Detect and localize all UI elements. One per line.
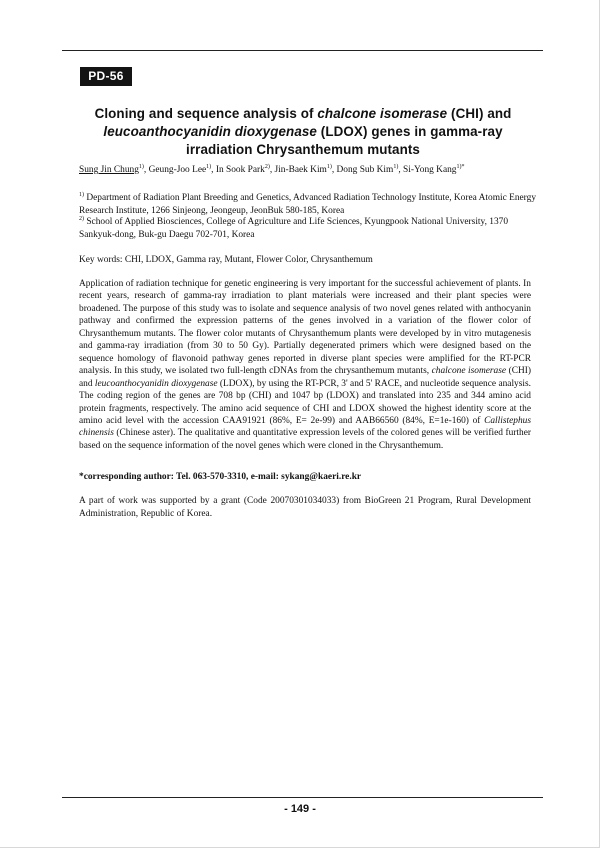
author-separator: , [211,165,216,175]
author-name: Geung-Joo Lee [148,165,207,175]
abstract-text: (Chinese aster). The qualitative and quantitative expression levels of the colored genes will be verified further based on the sequence information of the novel genes which were cloned in the Chrysanthemum. [79,428,531,451]
affiliation-mark: 2) [79,216,84,222]
affiliation-mark: 1) [79,192,84,198]
abstract-italic: Callistephus chinensis [79,415,531,439]
title-part-2: (CHI) and [447,106,512,121]
abstract-body [79,278,531,452]
affiliation-text: Department of Radiation Plant Breeding and Genetics, Advanced Radiation Technology Institute, Korea Atomic Energy Research Institute, 1266 Sinjeong, Jeongeup, JeonBuk 580-185, Korea [79,193,537,216]
affiliation-1 [79,192,539,217]
title-part-1: Cloning and sequence analysis of [94,106,318,121]
author-affil-mark: 2) [264,164,270,170]
abstract-text: Application of radiation technique for genetic engineering is very important for the successful achievement of plants. In recent years, research of gamma-ray irradiation to plant materials were increased and their plant species were broadened. The purpose of this study was to isolate and sequence analysis of two novel genes related with anthocyanin pathway and confirmed the expression patterns of the genes involved in a variation of the flower color of Chrysanthemum mutants. The flower color mutants of Chrysanthemum plants were developed by in vitro mutagenesis and gamma-ray irradiation (from 30 to 50 Gy). Partially degenerated primers which were designed based on the sequence homology of flavonoid pathway genes reported in diverse plant species were amplified for the RT-PCR analysis. In this study, we isolated two full-length cDNAs from the chrysanthemum mutants, [79,279,531,377]
author-list [79,164,539,177]
corresponding-author: *corresponding author: Tel. 063-570-3310, e-mail: sykang@kaeri.re.kr [79,472,362,482]
author-affil-mark: 1) [393,164,399,170]
author-name: In Sook Park [215,165,265,175]
author-affil-mark: 1) [326,164,332,170]
author-affil-mark: 1) [138,164,144,170]
affiliation-2 [79,216,539,241]
affiliation-text: School of Applied Biosciences, College of Agriculture and Life Sciences, Kyungpook National University, 1370 Sankyuk-dong, Buk-gu Daegu 702-701, Korea [79,217,509,240]
author-separator: , [143,165,149,175]
abstract-italic: chalcone isomerase [431,366,507,377]
keywords: Key words: CHI, LDOX, Gamma ray, Mutant, Flower Color, Chrysanthemum [79,255,373,265]
paper-title [76,105,530,159]
title-italic-1: chalcone isomerase [317,106,448,121]
title-part-3: (LDOX) genes in gamma-ray irradiation Chrysanthemum mutants [186,124,503,157]
author-separator: , [269,165,275,175]
title-italic-2: leucoanthocyanidin dioxygenase [103,124,317,139]
bottom-rule [62,797,543,798]
top-rule [62,50,543,51]
page-number: - 149 - [284,803,316,815]
author-name: Sung Jin Chung [79,165,139,175]
abstract-text: (CHI) and [79,366,532,389]
author-affil-mark: 1) [206,164,212,170]
acknowledgement: A part of work was supported by a grant (Code 20070301034033) from BioGreen 21 Program, Rural Development Administration, Republic of Korea. [79,496,531,519]
abstract-italic: leucoanthocyanidin dioxygenase [94,378,218,389]
author-separator: , [331,165,337,175]
author-separator: , [398,165,403,175]
abstract-text: (LDOX), by using the RT-PCR, 3' and 5' RACE, and nucleotide sequence analysis. The coding region of the genes are 708 bp (CHI) and 1047 bp (LDOX) and translated into 235 and 344 amino acid protein fragments, respectively. The amino acid sequence of CHI and LDOX showed the highest identity score at the amino acid level with the accession CAA91921 (86%, E= 2e-99) and AAB66560 (84%, E=1e-160) of [79,378,531,426]
author-name: Si-Yong Kang [403,165,457,175]
author-affil-mark: 1)* [456,164,465,170]
session-badge: PD-56 [80,67,132,86]
author-name: Jin-Baek Kim [274,165,327,175]
author-name: Dong Sub Kim [336,165,394,175]
